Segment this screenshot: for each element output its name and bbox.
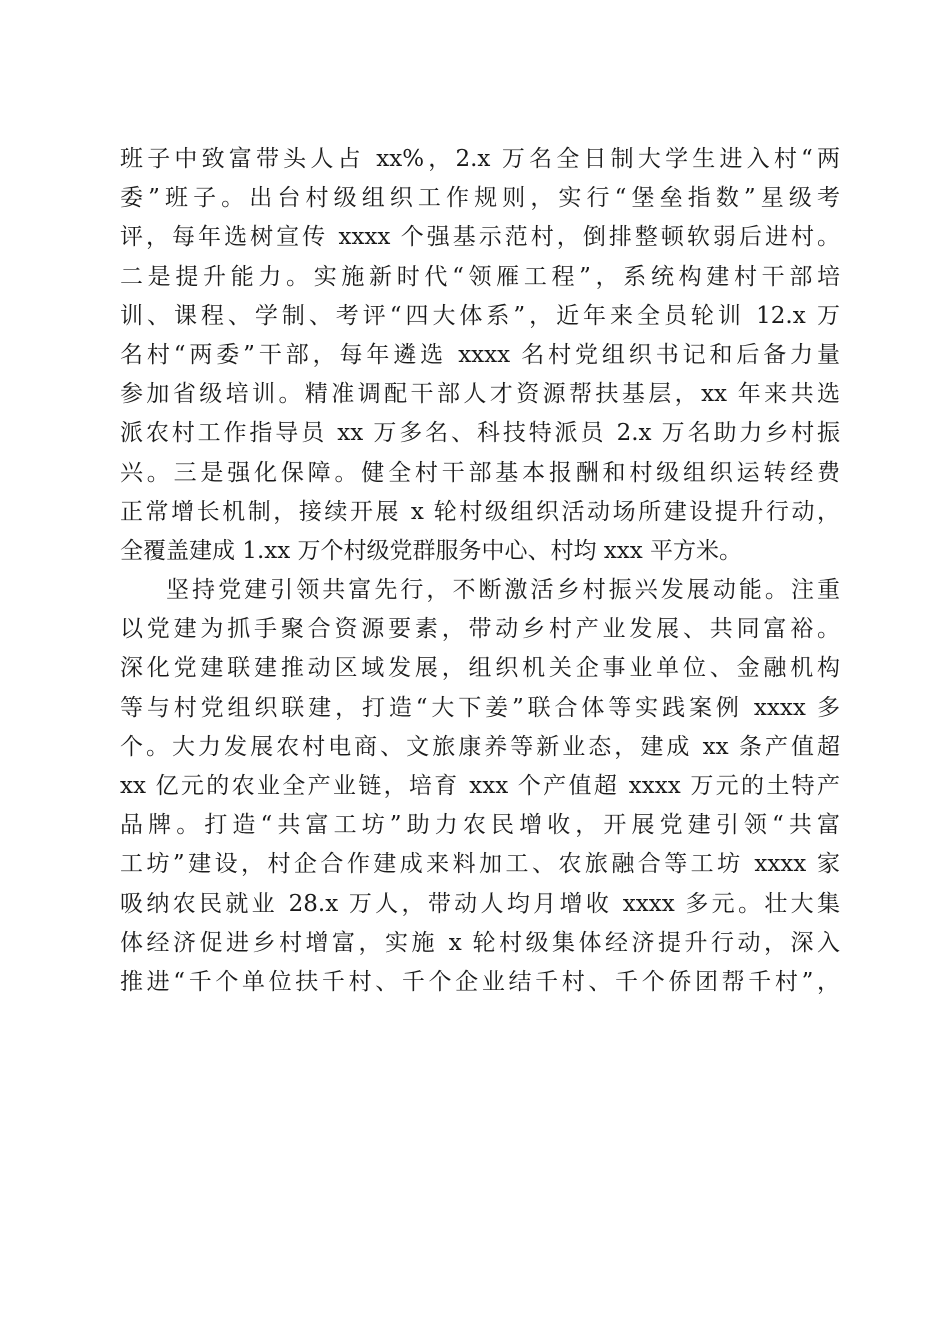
text-line: 深化党建联建推动区域发展，组织机关企事业单位、金融机构 — [120, 655, 840, 682]
body-text — [120, 140, 840, 1002]
text-line: 委”班子。出台村级组织工作规则，实行“堡垒指数”星级考 — [120, 185, 840, 212]
text-line: 工坊”建设，村企合作建成来料加工、农旅融合等工坊 xxxx 家 — [120, 851, 840, 878]
text-line: 全覆盖建成 1.xx 万个村级党群服务中心、村均 xxx 平方米。 — [120, 537, 743, 564]
text-line: 等与村党组织联建，打造“大下姜”联合体等实践案例 xxxx 多 — [120, 694, 840, 721]
text-line: 二是提升能力。实施新时代“领雁工程”，系统构建村干部培 — [120, 263, 840, 290]
text-line: 以党建为抓手聚合资源要素，带动乡村产业发展、共同富裕。 — [120, 616, 840, 643]
text-line: 正常增长机制，接续开展 x 轮村级组织活动场所建设提升行动， — [120, 498, 840, 525]
paragraph-2 — [120, 571, 840, 1002]
text-line: 训、课程、学制、考评“四大体系”，近年来全员轮训 12.x 万 — [120, 302, 840, 329]
text-line: 吸纳农民就业 28.x 万人，带动人均月增收 xxxx 多元。壮大集 — [120, 890, 840, 917]
text-line: 评，每年选树宣传 xxxx 个强基示范村，倒排整顿软弱后进村。 — [120, 224, 840, 251]
text-line: 参加省级培训。精准调配干部人才资源帮扶基层，xx 年来共选 — [120, 381, 840, 408]
text-line: 坚持党建引领共富先行，不断激活乡村振兴发展动能。注重 — [166, 577, 840, 604]
paragraph-1 — [120, 140, 840, 571]
text-line: 兴。三是强化保障。健全村干部基本报酬和村级组织运转经费 — [120, 459, 840, 486]
text-line: 推进“千个单位扶千村、千个企业结千村、千个侨团帮千村”， — [120, 968, 840, 995]
text-line: 体经济促进乡村增富，实施 x 轮村级集体经济提升行动，深入 — [120, 929, 840, 956]
text-line: 名村“两委”干部，每年遴选 xxxx 名村党组织书记和后备力量 — [120, 341, 840, 368]
text-line: xx 亿元的农业全产业链，培育 xxx 个产值超 xxxx 万元的土特产 — [120, 773, 840, 799]
text-line: 班子中致富带头人占 xx%，2.x 万名全日制大学生进入村“两 — [120, 146, 840, 172]
text-line: 个。大力发展农村电商、文旅康养等新业态，建成 xx 条产值超 — [120, 733, 840, 760]
text-line: 品牌。打造“共富工坊”助力农民增收，开展党建引领“共富 — [120, 812, 840, 839]
text-line: 派农村工作指导员 xx 万多名、科技特派员 2.x 万名助力乡村振 — [120, 420, 840, 447]
